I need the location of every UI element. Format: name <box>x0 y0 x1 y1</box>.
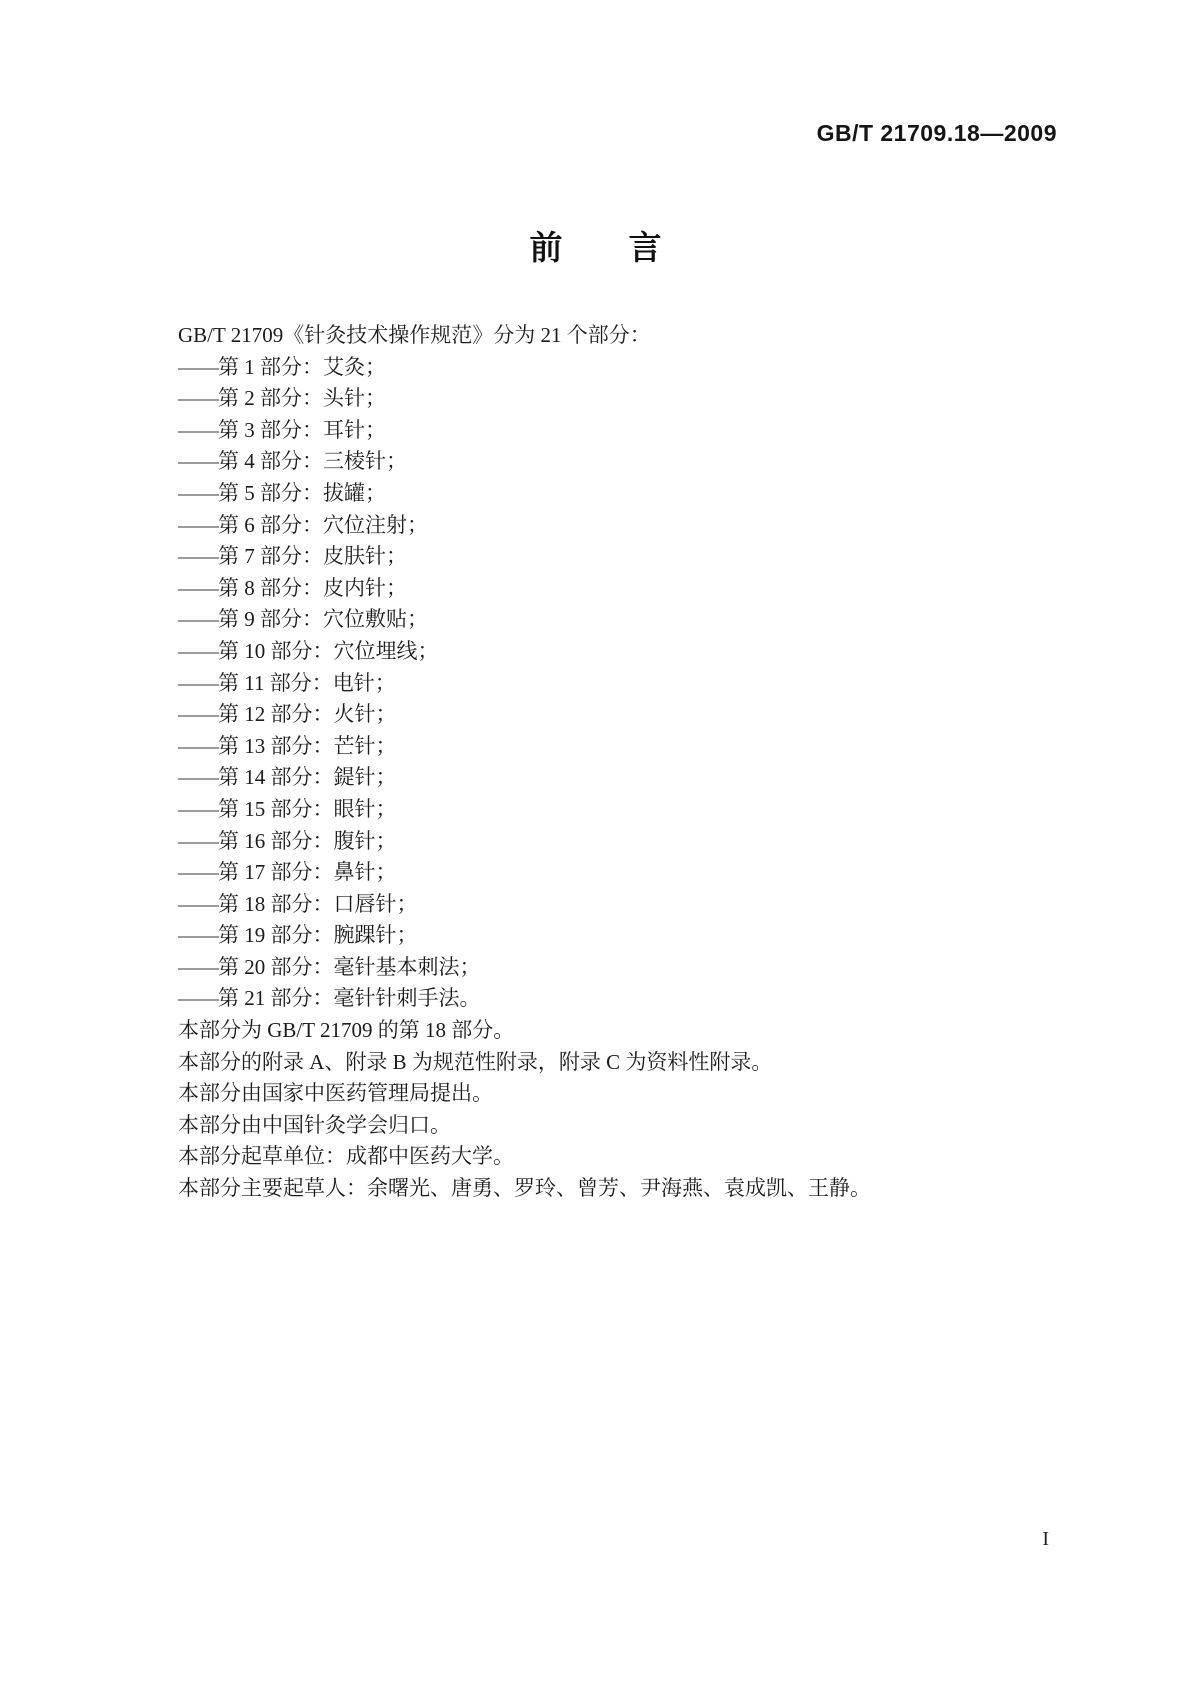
part-list-item-20 <box>178 952 1098 984</box>
em-dash: —— <box>178 923 218 948</box>
title-char-yan: 言 <box>628 229 662 266</box>
em-dash: —— <box>178 954 218 979</box>
em-dash: —— <box>178 796 218 821</box>
body-text-block <box>178 320 1098 1205</box>
part-list-item-5 <box>178 478 1098 510</box>
paragraph-this-part: 本部分为 GB/T 21709 的第 18 部分。 <box>178 1018 515 1043</box>
part-list-item-14 <box>178 762 1098 794</box>
paragraph-annexes: 本部分的附录 A、附录 B 为规范性附录，附录 C 为资料性附录。 <box>178 1049 773 1074</box>
em-dash: —— <box>178 417 218 442</box>
page-title <box>0 222 1191 269</box>
part-list-item-4 <box>178 446 1098 478</box>
em-dash: —— <box>178 670 218 695</box>
part-label: 第 9 部分：穴位敷贴； <box>218 607 428 632</box>
part-label: 第 15 部分：眼针； <box>218 796 397 821</box>
em-dash: —— <box>178 512 218 537</box>
em-dash: —— <box>178 702 218 727</box>
part-label: 第 14 部分：鍉针； <box>218 765 397 790</box>
part-list-item-6 <box>178 510 1098 542</box>
part-label: 第 4 部分：三棱针； <box>218 449 407 474</box>
paragraph-drafting-organization: 本部分起草单位：成都中医药大学。 <box>178 1144 514 1169</box>
em-dash: —— <box>178 891 218 916</box>
part-label: 第 3 部分：耳针； <box>218 417 386 442</box>
em-dash: —— <box>178 860 218 885</box>
em-dash: —— <box>178 765 218 790</box>
part-label: 第 20 部分：毫针基本刺法； <box>218 954 481 979</box>
standard-number: GB/T 21709.18—2009 <box>816 120 1057 146</box>
em-dash: —— <box>178 480 218 505</box>
part-list-item-8 <box>178 573 1098 605</box>
part-label: 第 7 部分：皮肤针； <box>218 544 407 569</box>
part-label: 第 5 部分：拔罐； <box>218 480 386 505</box>
part-list-item-10 <box>178 636 1098 668</box>
part-list-item-17 <box>178 857 1098 889</box>
part-list-item-1 <box>178 352 1098 384</box>
part-label: 第 17 部分：鼻针； <box>218 860 397 885</box>
paragraph-proposed-by: 本部分由国家中医药管理局提出。 <box>178 1081 493 1106</box>
part-label: 第 18 部分：口唇针； <box>218 891 418 916</box>
part-list-item-18 <box>178 889 1098 921</box>
part-list-item-3 <box>178 415 1098 447</box>
part-list-item-15 <box>178 794 1098 826</box>
em-dash: —— <box>178 386 218 411</box>
intro-paragraph: GB/T 21709《针灸技术操作规范》分为 21 个部分： <box>178 323 651 347</box>
em-dash: —— <box>178 354 218 379</box>
part-label: 第 19 部分：腕踝针； <box>218 923 418 948</box>
part-list-item-7 <box>178 541 1098 573</box>
part-label: 第 6 部分：穴位注射； <box>218 512 428 537</box>
em-dash: —— <box>178 986 218 1011</box>
part-list-item-16 <box>178 826 1098 858</box>
em-dash: —— <box>178 575 218 600</box>
em-dash: —— <box>178 607 218 632</box>
part-list-item-9 <box>178 604 1098 636</box>
em-dash: —— <box>178 638 218 663</box>
part-label: 第 21 部分：毫针针刺手法。 <box>218 986 481 1011</box>
em-dash: —— <box>178 733 218 758</box>
part-label: 第 2 部分：头针； <box>218 386 386 411</box>
title-char-qian: 前 <box>529 229 563 266</box>
em-dash: —— <box>178 828 218 853</box>
part-label: 第 16 部分：腹针； <box>218 828 397 853</box>
part-list-item-13 <box>178 731 1098 763</box>
em-dash: —— <box>178 544 218 569</box>
part-list-item-19 <box>178 920 1098 952</box>
part-label: 第 13 部分：芒针； <box>218 733 397 758</box>
part-label: 第 8 部分：皮内针； <box>218 575 407 600</box>
paragraph-under-jurisdiction: 本部分由中国针灸学会归口。 <box>178 1112 451 1137</box>
part-label: 第 11 部分：电针； <box>218 670 396 695</box>
part-label: 第 1 部分：艾灸； <box>218 354 386 379</box>
part-list-item-2 <box>178 383 1098 415</box>
part-label: 第 12 部分：火针； <box>218 702 397 727</box>
part-list-item-21 <box>178 983 1098 1015</box>
page-number: I <box>1042 1528 1049 1550</box>
paragraph-chief-drafters: 本部分主要起草人：余曙光、唐勇、罗玲、曾芳、尹海燕、袁成凯、王静。 <box>178 1176 871 1201</box>
part-list-item-12 <box>178 699 1098 731</box>
part-list-item-11 <box>178 668 1098 700</box>
part-label: 第 10 部分：穴位埋线； <box>218 638 439 663</box>
em-dash: —— <box>178 449 218 474</box>
